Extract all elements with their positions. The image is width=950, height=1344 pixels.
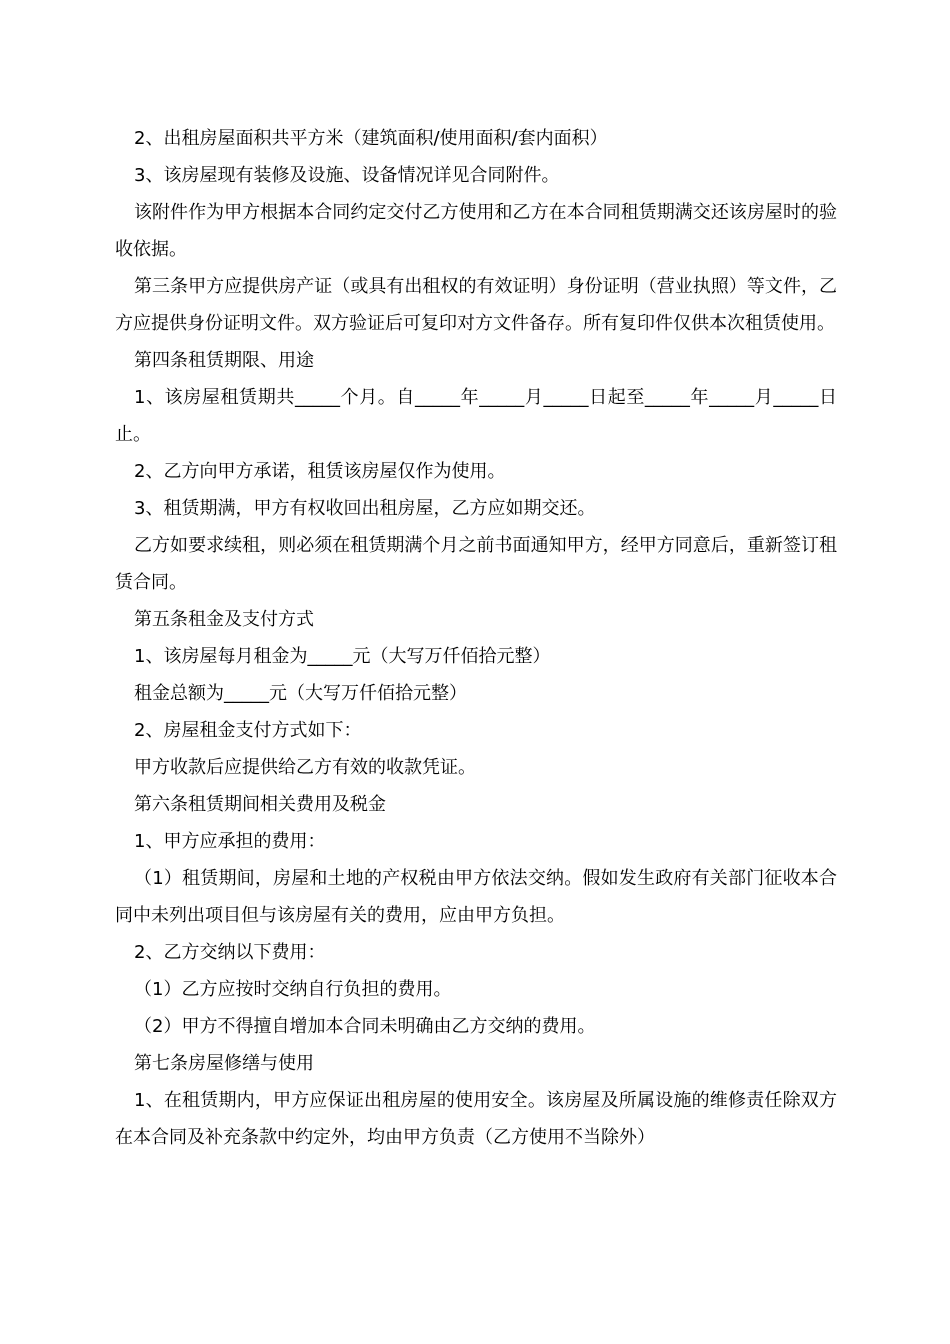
heading-article-5: 第五条租金及支付方式 <box>134 609 314 630</box>
paragraph-article-3: 第三条甲方应提供房产证（或具有出租权的有效证明）身份证明（营业执照）等文件，乙方应提供身份证明文件。双方验证后可复印对方文件备存。所有复印件仅供本次租赁使用。 <box>115 276 837 334</box>
paragraph-attachment-note: 该附件作为甲方根据本合同约定交付乙方使用和乙方在本合同租赁期满交还该房屋时的验收依据。 <box>115 202 837 260</box>
paragraph-tenant-fee-1: （1）乙方应按时交纳自行负担的费用。 <box>134 979 452 1000</box>
paragraph-lease-use: 2、乙方向甲方承诺，租赁该房屋仅作为使用。 <box>134 461 506 482</box>
paragraph-property-tax: （1）租赁期间，房屋和土地的产权税由甲方依法交纳。假如发生政府有关部门征收本合同中未列出项目但与该房屋有关的费用，应由甲方负担。 <box>115 868 837 926</box>
paragraph-area-clause: 2、出租房屋面积共平方米（建筑面积/使用面积/套内面积） <box>134 128 608 149</box>
paragraph-total-rent: 租金总额为_____元（大写万仟佰拾元整） <box>134 683 467 704</box>
paragraph-lease-term: 1、该房屋租赁期共_____个月。自_____年_____月_____日起至_____年_____月_____日止。 <box>115 387 837 445</box>
document-body <box>115 120 837 1156</box>
paragraph-monthly-rent: 1、该房屋每月租金为_____元（大写万仟佰拾元整） <box>134 646 551 667</box>
heading-article-4: 第四条租赁期限、用途 <box>134 350 314 371</box>
paragraph-tenant-fee-2: （2）甲方不得擅自增加本合同未明确由乙方交纳的费用。 <box>134 1016 596 1037</box>
heading-article-7: 第七条房屋修缮与使用 <box>134 1053 314 1074</box>
paragraph-payment-method: 2、房屋租金支付方式如下： <box>134 720 362 741</box>
paragraph-receipt: 甲方收款后应提供给乙方有效的收款凭证。 <box>134 757 476 778</box>
paragraph-repair-duty: 1、在租赁期内，甲方应保证出租房屋的使用安全。该房屋及所属设施的维修责任除双方在本合同及补充条款中约定外，均由甲方负责（乙方使用不当除外） <box>115 1090 837 1148</box>
heading-article-6: 第六条租赁期间相关费用及税金 <box>134 794 386 815</box>
paragraph-facilities-clause: 3、该房屋现有装修及设施、设备情况详见合同附件。 <box>134 165 560 186</box>
paragraph-lease-expiry: 3、租赁期满，甲方有权收回出租房屋，乙方应如期交还。 <box>134 498 596 519</box>
paragraph-tenant-fees: 2、乙方交纳以下费用： <box>134 942 326 963</box>
paragraph-renewal: 乙方如要求续租，则必须在租赁期满个月之前书面通知甲方，经甲方同意后，重新签订租赁合同。 <box>115 535 837 593</box>
paragraph-landlord-fees: 1、甲方应承担的费用： <box>134 831 326 852</box>
